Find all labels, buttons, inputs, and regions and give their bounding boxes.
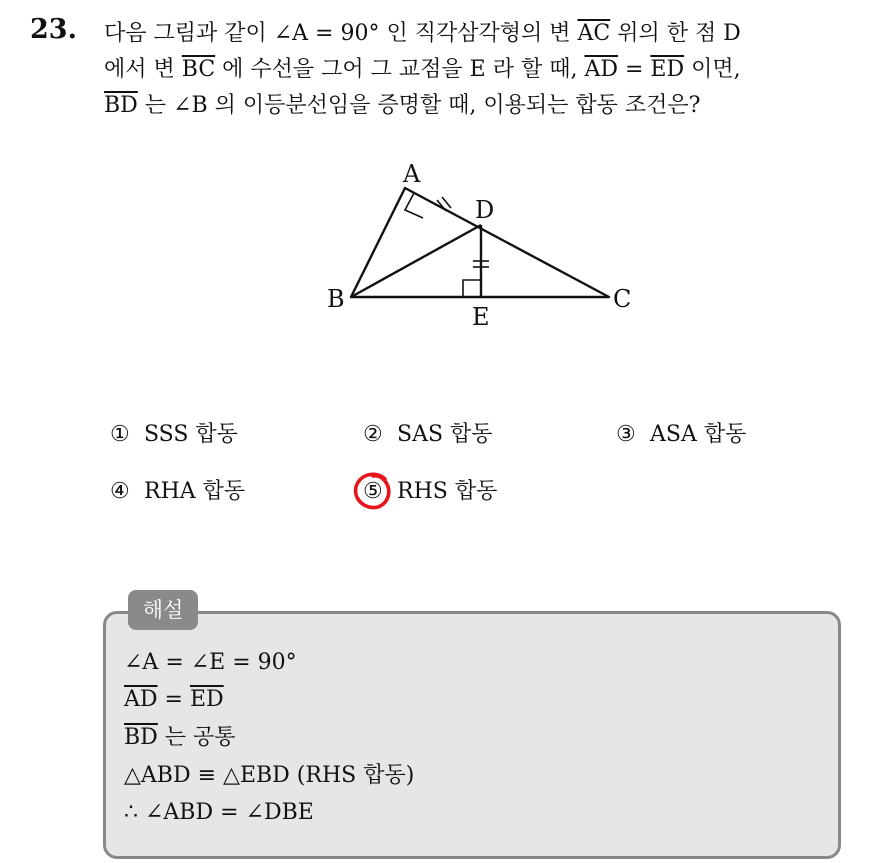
choice-1[interactable] [110, 420, 238, 450]
segment-ad: $\overline{AD}$ [124, 687, 158, 712]
answer-circle-mark [352, 470, 394, 512]
question-text-part: 에서 변 [104, 57, 182, 82]
right-angle-mark-e [463, 280, 481, 297]
triangle-figure [300, 150, 660, 340]
segment-ed: $\overline{ED}$ [650, 57, 685, 82]
choice-text: SSS 합동 [144, 422, 238, 447]
vertex-label-b: B [327, 285, 345, 313]
segment-bd: $\overline{BD}$ [124, 725, 158, 750]
solution-line-3 [124, 722, 236, 754]
solution-tag: 해설 [128, 590, 198, 630]
choice-number: ⑤ [363, 479, 383, 504]
vertex-label-c: C [613, 285, 632, 313]
solution-line-5: ∴ ∠ABD = ∠DBE [124, 800, 314, 825]
question-text-part: 에 수선을 그어 그 교점을 E 라 할 때, [215, 57, 585, 82]
choice-number: ① [110, 422, 130, 447]
choice-text: RHA 합동 [144, 479, 246, 504]
segment-ac: $\overline{AC}$ [577, 21, 611, 46]
question-text-part: 이면, [684, 57, 741, 82]
vertex-label-d: D [475, 196, 495, 224]
segment-bc: $\overline{BC}$ [181, 57, 216, 82]
choice-text: SAS 합동 [397, 422, 493, 447]
vertex-label-e: E [472, 303, 490, 331]
question-text-part: 위의 한 점 D [610, 21, 741, 46]
segment-ed: $\overline{ED}$ [189, 687, 224, 712]
choice-number: ④ [110, 479, 130, 504]
choice-text: RHS 합동 [397, 479, 498, 504]
choice-text: ASA 합동 [650, 422, 747, 447]
question-line-2 [104, 52, 874, 88]
segment-bd: $\overline{BD}$ [104, 93, 138, 118]
question-number: 23. [30, 14, 77, 45]
choice-2[interactable] [363, 420, 493, 450]
vertex-label-a: A [403, 160, 421, 188]
equals-sign: = [157, 687, 190, 712]
solution-line-2 [124, 684, 224, 716]
question-line-1 [104, 16, 874, 52]
question-line-3 [104, 88, 874, 124]
choice-4[interactable] [110, 477, 245, 507]
tick-mark-ad-2 [442, 197, 451, 208]
question-text [104, 16, 874, 124]
segment-ad: $\overline{AD}$ [584, 57, 618, 82]
solution-line-1: ∠A = ∠E = 90° [124, 650, 297, 675]
choice-3[interactable] [616, 420, 746, 450]
choice-number: ② [363, 422, 383, 447]
choice-number: ③ [616, 422, 636, 447]
solution-line-4: △ABD ≡ △EBD (RHS 합동) [124, 763, 415, 788]
solution-text-part: 는 공통 [157, 725, 236, 750]
question-text-part: 다음 그림과 같이 ∠A = 90° 인 직각삼각형의 변 [104, 21, 578, 46]
segment-bd-line [351, 225, 481, 297]
equals-sign: = [617, 57, 651, 82]
question-text-part: 는 ∠B 의 이등분선임을 증명할 때, 이용되는 합동 조건은? [137, 93, 701, 118]
